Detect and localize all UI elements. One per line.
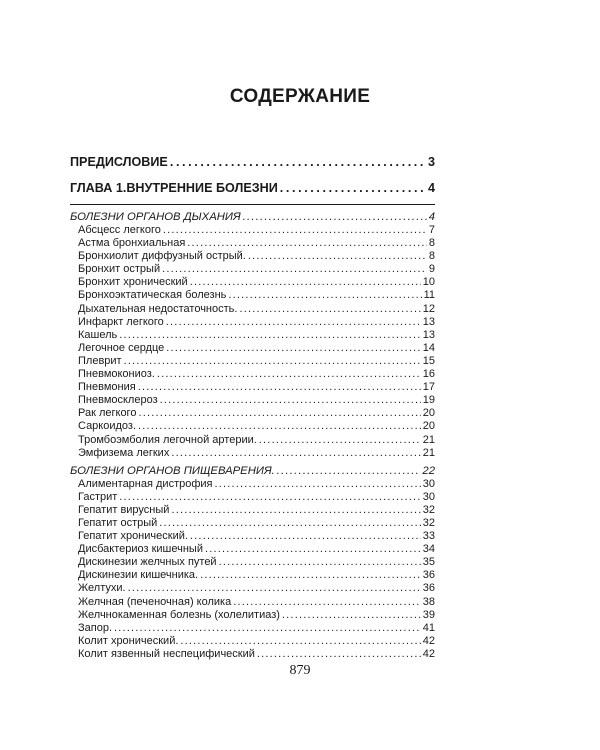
toc-item[interactable] <box>70 434 435 447</box>
toc-item[interactable] <box>70 648 435 661</box>
page-number: 879 <box>289 663 311 678</box>
dot-leader <box>171 447 420 460</box>
page-title: СОДЕРЖАНИЕ <box>229 86 371 107</box>
toc-item-title: Плеврит <box>78 354 122 367</box>
toc-item[interactable] <box>70 447 435 460</box>
dot-leader <box>239 303 420 316</box>
toc-item-page: 19 <box>422 394 435 407</box>
toc-entry-page: 4 <box>427 181 435 195</box>
dot-leader <box>160 394 421 407</box>
toc-item[interactable] <box>70 276 435 289</box>
dot-leader <box>205 543 421 556</box>
dot-leader <box>157 368 421 381</box>
toc-item-title: Желчная (печеночная) колика <box>78 595 232 608</box>
toc-section-page: 22 <box>422 464 435 477</box>
dot-leader <box>190 530 421 543</box>
toc-item-page: 16 <box>422 368 435 381</box>
toc-item-title: Эмфизема легких <box>78 446 170 459</box>
toc-item-title: Гастрит <box>78 490 118 503</box>
toc-item[interactable] <box>70 250 435 263</box>
toc-chapter[interactable] <box>70 181 435 198</box>
toc-item-title: Бронхоэктатическая болезнь <box>78 289 227 302</box>
dot-leader <box>248 250 427 263</box>
toc-item-title: Гепатит вирусный <box>78 503 170 516</box>
toc-item[interactable] <box>70 394 435 407</box>
toc-item-page: 9 <box>428 263 435 276</box>
dot-leader <box>190 276 421 289</box>
dot-leader <box>219 556 421 569</box>
toc-item-page: 13 <box>422 315 435 328</box>
toc-item-page: 41 <box>422 621 435 634</box>
dot-leader <box>166 316 421 329</box>
toc-item-page: 38 <box>422 595 435 608</box>
toc-item-title: Дискинезии кишечника. <box>78 569 199 582</box>
toc-item-title: Кашель <box>78 328 118 341</box>
toc-item-title: Дыхательная недостаточность. <box>78 302 238 315</box>
toc-item[interactable] <box>70 491 435 504</box>
toc-item-title: Инфаркт легкого <box>78 315 164 328</box>
toc-item-page: 13 <box>422 328 435 341</box>
toc-item-page: 20 <box>422 420 435 433</box>
toc-item-title: Гепатит хронический. <box>78 530 188 543</box>
dot-leader <box>259 434 421 447</box>
dot-leader <box>180 635 420 648</box>
toc-item-title: Саркоидоз. <box>78 420 137 433</box>
toc-item[interactable] <box>70 622 435 635</box>
dot-leader <box>277 465 421 478</box>
toc-item-page: 21 <box>422 433 435 446</box>
dot-leader <box>124 355 421 368</box>
toc-section[interactable] <box>70 465 435 478</box>
toc-item[interactable] <box>70 556 435 569</box>
dot-leader <box>200 569 421 582</box>
toc-section[interactable] <box>70 211 435 224</box>
toc-entry-page: 3 <box>427 155 435 169</box>
dot-leader <box>162 263 427 276</box>
toc-item-title: Пневмония <box>78 381 136 394</box>
toc-item-title: Колит хронический. <box>78 634 179 647</box>
dot-leader <box>282 609 421 622</box>
table-of-contents <box>70 155 435 661</box>
dot-leader <box>128 582 421 595</box>
dot-leader <box>138 407 420 420</box>
toc-item-title: Дисбактериоз кишечный <box>78 543 203 556</box>
dot-leader <box>138 381 421 394</box>
toc-preface[interactable] <box>70 155 435 169</box>
toc-item-page: 15 <box>422 354 435 367</box>
toc-item-page: 33 <box>422 530 435 543</box>
toc-item-page: 7 <box>428 224 435 236</box>
toc-item-title: Астма бронхиальная <box>78 237 186 250</box>
toc-item[interactable] <box>70 329 435 342</box>
toc-item-title: Рак легкого <box>78 407 137 420</box>
toc-item-page: 8 <box>428 250 435 263</box>
toc-item[interactable] <box>70 504 435 517</box>
toc-item-page: 42 <box>422 634 435 647</box>
toc-item-title: Запор. <box>78 621 113 634</box>
toc-item[interactable] <box>70 582 435 595</box>
toc-item-page: 32 <box>422 503 435 516</box>
toc-item-page: 17 <box>422 381 435 394</box>
toc-item[interactable] <box>70 569 435 582</box>
toc-item-title: Пневмокониоз. <box>78 368 155 381</box>
toc-item-page: 35 <box>422 556 435 569</box>
toc-item[interactable] <box>70 381 435 394</box>
toc-item-page: 32 <box>422 516 435 529</box>
toc-item[interactable] <box>70 224 435 237</box>
toc-item-title: Алиментарная дистрофия <box>78 477 213 490</box>
toc-item-title: Желтухи. <box>78 582 126 595</box>
toc-item-page: 11 <box>423 289 435 302</box>
toc-entry-title: ПРЕДИСЛОВИЕ <box>70 155 168 169</box>
toc-item-title: Бронхиолит диффузный острый. <box>78 250 246 263</box>
toc-section-page: 4 <box>428 211 435 223</box>
toc-item[interactable] <box>70 368 435 381</box>
dot-leader <box>166 342 420 355</box>
toc-item[interactable] <box>70 517 435 530</box>
toc-item[interactable] <box>70 543 435 556</box>
toc-sections <box>70 211 435 661</box>
toc-item-page: 30 <box>422 490 435 503</box>
toc-entry-title: ГЛАВА 1.ВНУТРЕННИЕ БОЛЕЗНИ <box>70 181 278 195</box>
toc-item[interactable] <box>70 635 435 648</box>
toc-item-title: Тромбоэмболия легочной артерии. <box>78 433 257 446</box>
dot-leader <box>243 211 427 224</box>
dot-leader <box>233 596 421 609</box>
toc-item-page: 42 <box>422 647 435 660</box>
toc-section-title: БОЛЕЗНИ ОРГАНОВ ПИЩЕВАРЕНИЯ. <box>70 464 275 477</box>
dot-leader <box>257 648 421 661</box>
dot-leader <box>119 329 420 342</box>
dot-leader <box>228 289 421 302</box>
toc-item-page: 21 <box>422 446 435 459</box>
toc-item-page: 12 <box>422 302 435 315</box>
toc-item-page: 36 <box>422 582 435 595</box>
toc-item-title: Гепатит острый <box>78 516 158 529</box>
toc-item[interactable] <box>70 342 435 355</box>
dot-leader <box>171 504 420 517</box>
toc-item[interactable] <box>70 420 435 433</box>
chapter-divider <box>70 204 435 205</box>
toc-item-title: Колит язвенный неспецифический <box>78 647 255 660</box>
toc-item-page: 36 <box>422 569 435 582</box>
toc-item-page: 39 <box>422 608 435 621</box>
toc-item-page: 8 <box>428 237 435 250</box>
dot-leader <box>187 237 427 250</box>
toc-item[interactable] <box>70 596 435 609</box>
toc-item[interactable] <box>70 609 435 622</box>
toc-item-page: 30 <box>422 477 435 490</box>
dot-leader <box>215 478 421 491</box>
toc-item-page: 10 <box>422 276 435 289</box>
dot-leader <box>280 181 426 195</box>
toc-item-title: Желчнокаменная болезнь (холелитиаз) <box>78 608 280 621</box>
toc-section-title: БОЛЕЗНИ ОРГАНОВ ДЫХАНИЯ <box>70 211 241 223</box>
toc-item[interactable] <box>70 355 435 368</box>
toc-item[interactable] <box>70 237 435 250</box>
dot-leader <box>170 155 426 169</box>
dot-leader <box>119 491 420 504</box>
dot-leader <box>163 224 427 237</box>
toc-item[interactable] <box>70 263 435 276</box>
toc-item-title: Абсцесс легкого <box>78 224 161 236</box>
toc-item[interactable] <box>70 530 435 543</box>
toc-item[interactable] <box>70 407 435 420</box>
toc-item[interactable] <box>70 289 435 302</box>
toc-item-page: 34 <box>422 543 435 556</box>
toc-item-title: Бронхит острый <box>78 263 161 276</box>
dot-leader <box>159 517 420 530</box>
toc-item-title: Дискинезии желчных путей <box>78 556 217 569</box>
toc-item[interactable] <box>70 478 435 491</box>
toc-item-title: Бронхит хронический <box>78 276 188 289</box>
toc-item[interactable] <box>70 303 435 316</box>
dot-leader <box>114 622 421 635</box>
toc-item-title: Легочное сердце <box>78 341 165 354</box>
toc-item[interactable] <box>70 316 435 329</box>
toc-item-title: Пневмосклероз <box>78 394 158 407</box>
toc-item-page: 20 <box>422 407 435 420</box>
dot-leader <box>138 420 421 433</box>
toc-item-page: 14 <box>422 341 435 354</box>
